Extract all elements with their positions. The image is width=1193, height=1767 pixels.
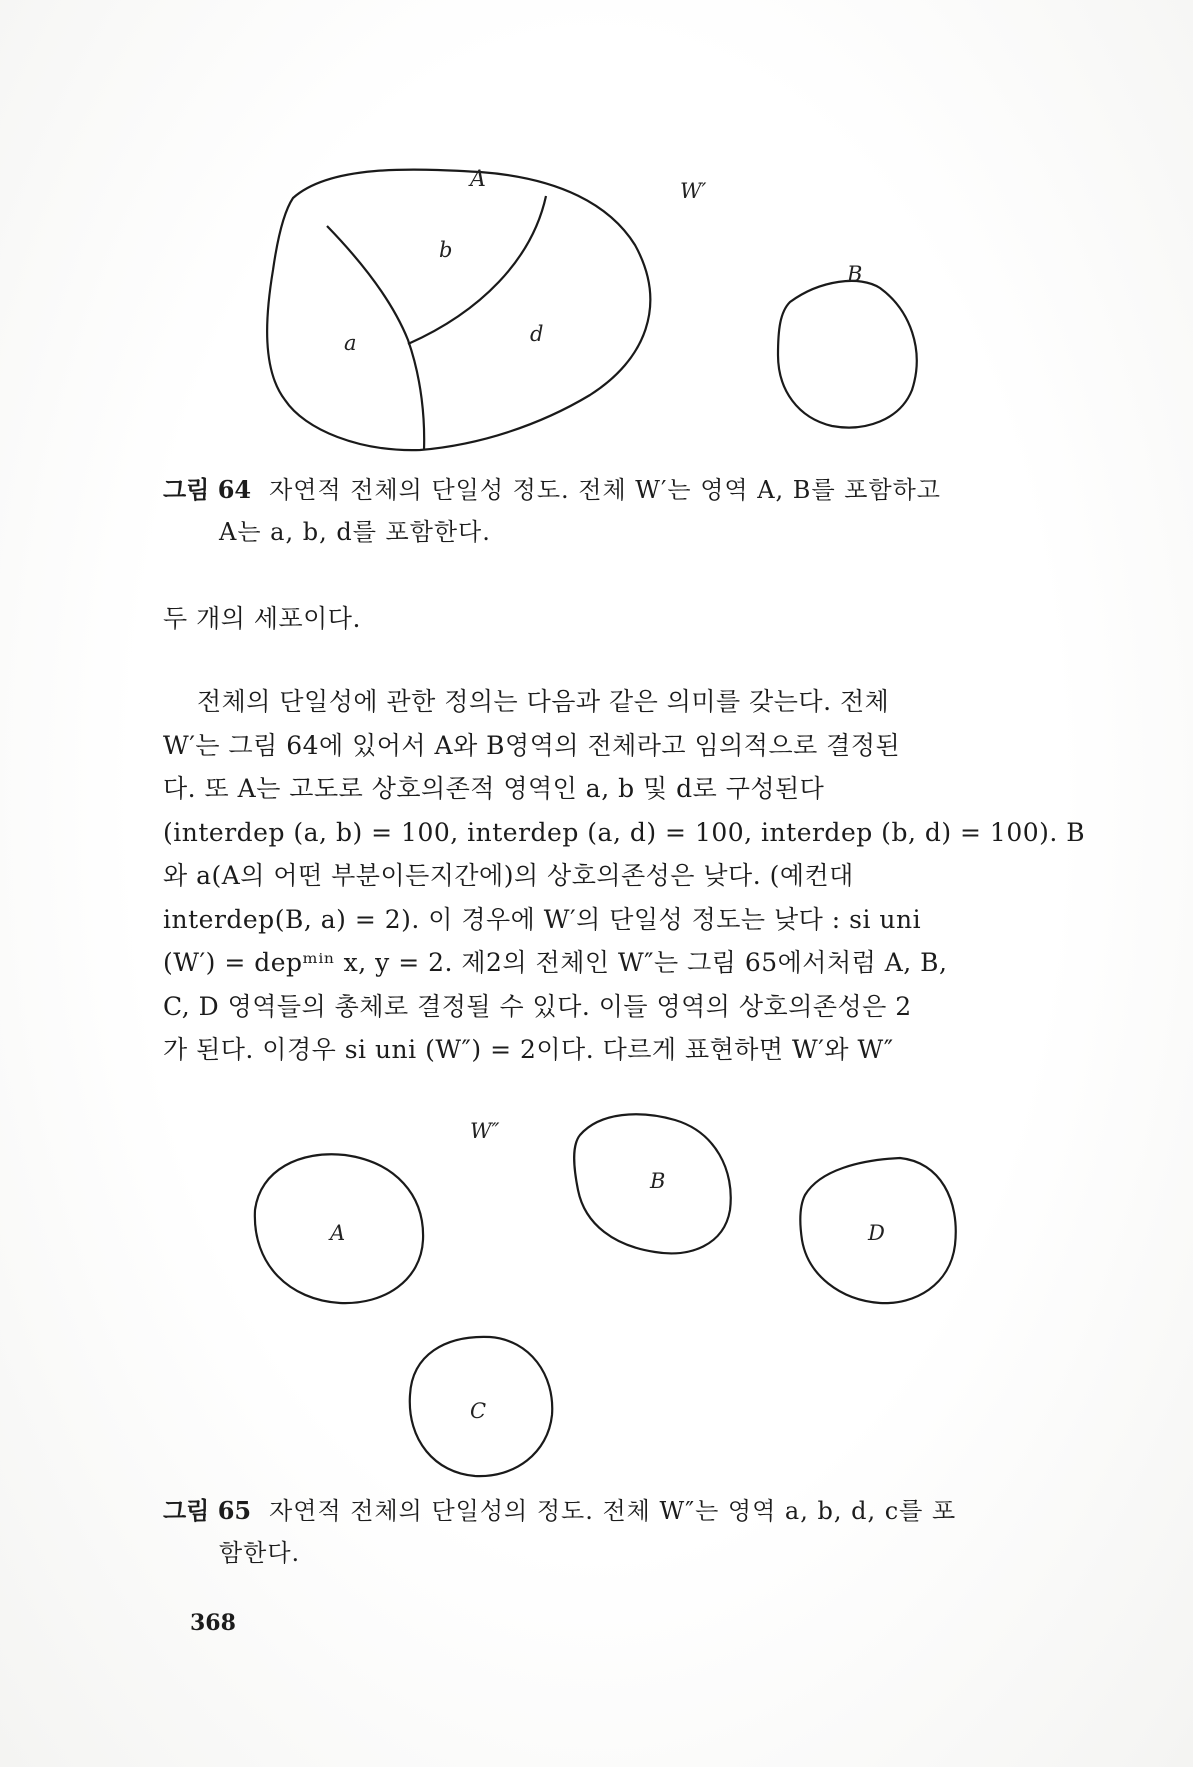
paragraph-2-line: (W′) = depᵐⁱⁿ x, y = 2. 제2의 전체인 W″는 그림 65에서처럼 A, B, [163,948,948,977]
label-B: B [650,1169,666,1193]
paragraph-2-line: 와 a(A의 어떤 부분이든지간에)의 상호의존성은 낮다. (예컨대 [163,861,854,890]
figure-65-caption-line2: 함한다. [219,1539,301,1567]
paragraph-2-line: (interdep (a, b) = 100, interdep (a, d) = 100, interdep (b, d) = 100). B [163,817,1086,847]
label-C: C [470,1399,487,1423]
figure-65-caption [163,1490,1068,1574]
paragraph-2-line: W′는 그림 64에 있어서 A와 B영역의 전체라고 임의적으로 결정된 [163,730,901,760]
paragraph-1 [163,597,1068,641]
paragraph-2-line: C, D 영역들의 총체로 결정될 수 있다. 이들 영역의 상호의존성은 2 [163,991,912,1021]
page-number: 368 [190,1610,236,1636]
region-divider-ab [327,226,424,450]
label-d: d [530,322,544,346]
figure-65-label: 그림 65 [163,1496,252,1525]
label-W-prime: W′ [680,179,707,203]
figure-64 [0,0,1193,460]
label-B: B [847,262,863,286]
region-B-outline [778,281,917,428]
paragraph-1-text: 두 개의 세포이다. [163,604,361,633]
region-divider-bd [408,196,546,344]
label-b: b [439,238,453,262]
paragraph-2 [163,680,1086,1072]
label-A: A [470,167,486,192]
region-A-outline [267,170,650,451]
figure-64-caption [163,469,1068,553]
label-D: D [868,1221,885,1245]
figure-65 [0,1090,1193,1490]
figure-64-label: 그림 64 [163,475,252,504]
figure-64-caption-line1: 자연적 전체의 단일성 정도. 전체 W′는 영역 A, B를 포함하고 [269,476,941,504]
paragraph-2-line: 가 된다. 이경우 si uni (W″) = 2이다. 다르게 표현하면 W′와 W″ [163,1035,894,1064]
label-a: a [344,331,357,355]
paragraph-2-line: 전체의 단일성에 관한 정의는 다음과 같은 의미를 갖는다. 전체 [197,687,890,716]
label-A: A [330,1221,346,1245]
paragraph-2-line: interdep(B, a) = 2). 이 경우에 W′의 단일성 정도는 낮다 : si uni [163,904,922,934]
figure-64-caption-line2: A는 a, b, d를 포함한다. [219,518,491,546]
label-W-double-prime: W″ [470,1119,500,1143]
figure-65-caption-line1: 자연적 전체의 단일성의 정도. 전체 W″는 영역 a, b, d, c를 포 [269,1497,957,1525]
paragraph-2-line: 다. 또 A는 고도로 상호의존적 영역인 a, b 및 d로 구성된다 [163,774,825,803]
